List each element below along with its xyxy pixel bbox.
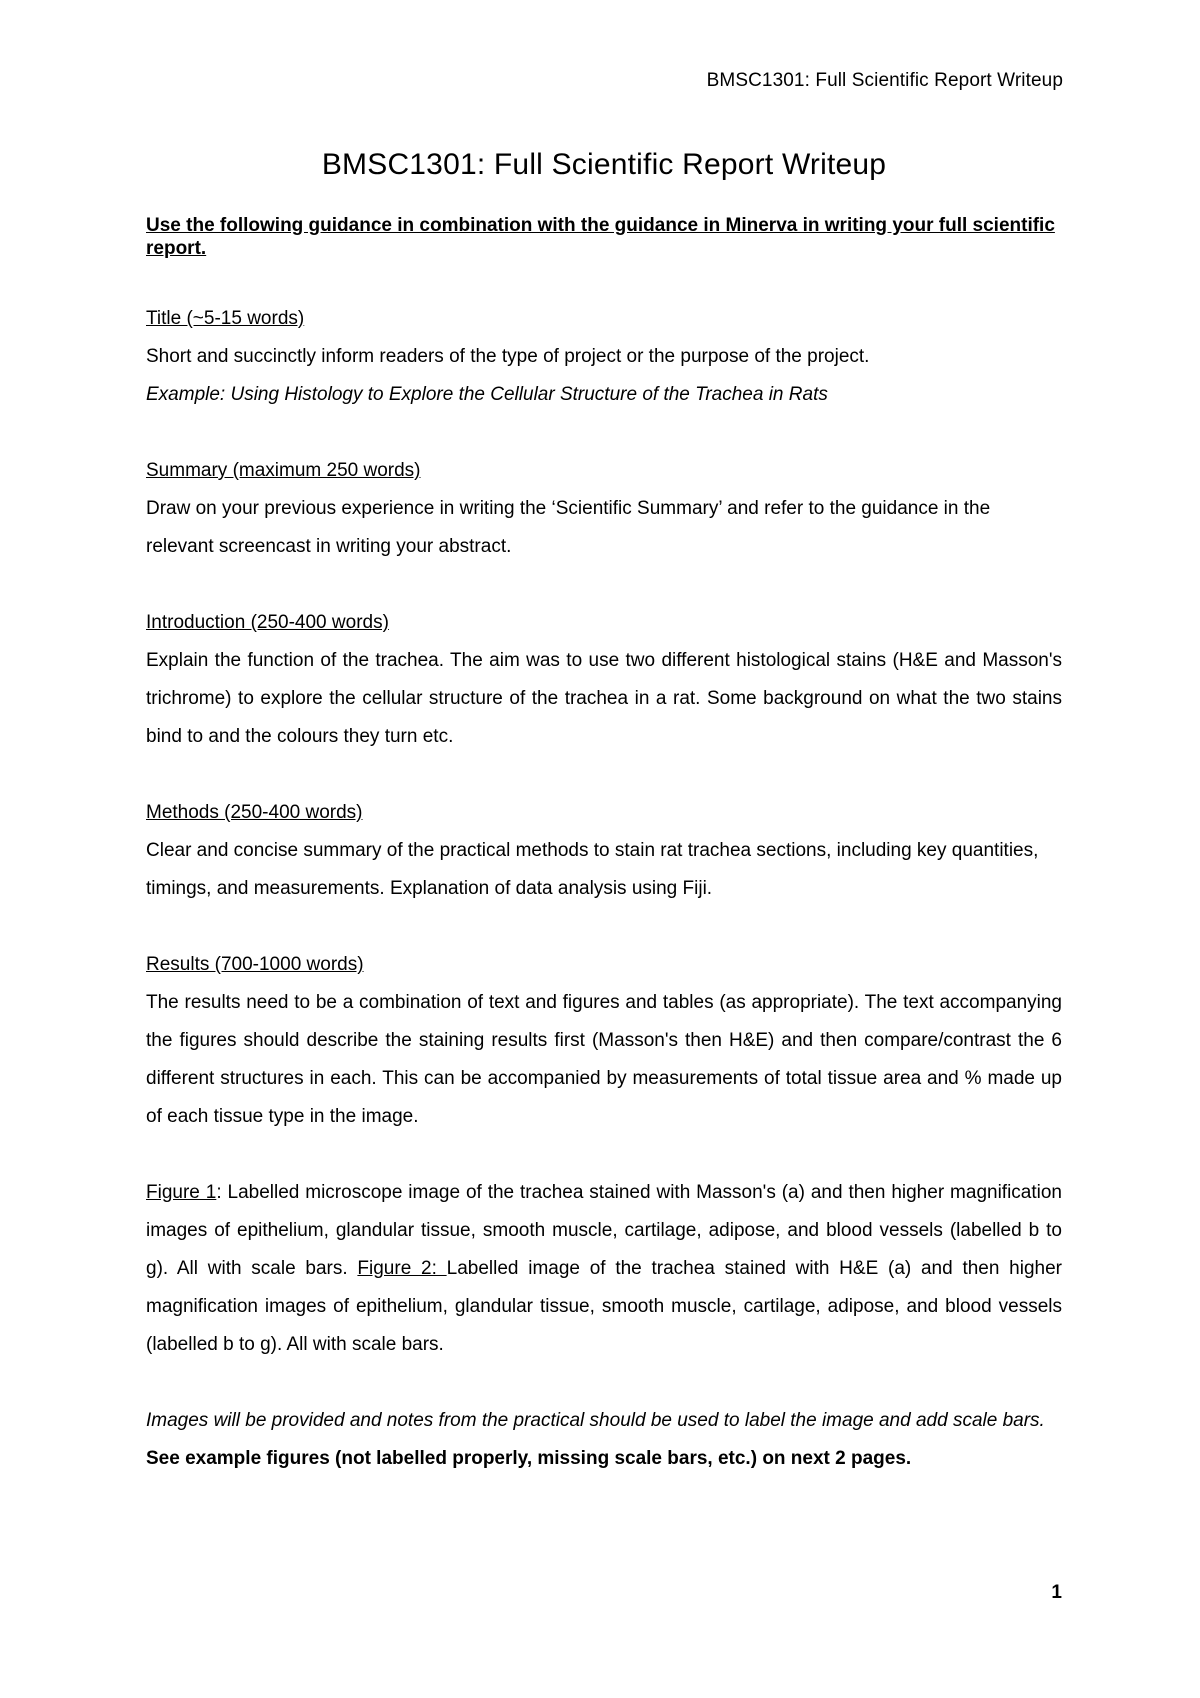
figure-1-text: Labelled microscope image of the trachea stained with Masson's (a) and then higher magnification images of epithelium, glandular tissue, smooth muscle, cartilage, adipose, and blood vessels (labelled b to g). All with scale bars.	[146, 1182, 1062, 1279]
section-heading: Summary (maximum 250 words)	[146, 460, 421, 481]
figure-1-label: Figure 1	[146, 1182, 217, 1203]
title-example: Example: Using Histology to Explore the Cellular Structure of the Trachea in Rats	[146, 384, 828, 405]
section-heading: Results (700-1000 words)	[146, 954, 364, 975]
figure-2-text: Labelled image of the trachea stained with H&E (a) and then higher magnification images of epithelium, glandular tissue, smooth muscle, cartilage, adipose, and blood vessels (labelled b to g). All with scale bars.	[146, 1258, 1062, 1355]
section-introduction	[146, 604, 1062, 756]
section-methods	[146, 794, 1062, 908]
guidance-note: Use the following guidance in combination with the guidance in Minerva in writing your full scientific report.	[146, 215, 1055, 259]
section-figures	[146, 1174, 1062, 1364]
closing-bold-text: See example figures (not labelled properly, missing scale bars, etc.) on next 2 pages.	[146, 1448, 912, 1469]
figure-2-label: Figure 2:	[357, 1258, 447, 1279]
document-title: BMSC1301: Full Scientific Report Writeup	[321, 148, 887, 181]
section-heading: Methods (250-400 words)	[146, 802, 363, 823]
figure-descriptions	[146, 1174, 1062, 1364]
section-heading: Introduction (250-400 words)	[146, 612, 389, 633]
figure-1-colon: :	[216, 1182, 222, 1203]
section-summary	[146, 452, 1062, 566]
section-body: Explain the function of the trachea. The aim was to use two different histological stains (H&E and Masson's trichrome) to explore the cellular structure of the trachea in a rat. Some background on what the two stains bind to and the colours they turn etc.	[146, 650, 1062, 747]
section-heading: Title (~5-15 words)	[146, 308, 305, 329]
section-results	[146, 946, 1062, 1136]
closing-italic-text: Images will be provided and notes from the practical should be used to label the image and add scale bars.	[146, 1410, 1045, 1431]
document-content	[146, 148, 1062, 1516]
section-body: The results need to be a combination of text and figures and tables (as appropriate). The text accompanying the figures should describe the staining results first (Masson's then H&E) and then compare/contrast the 6 different structures in each. This can be accompanied by measurements of total tissue area and % made up of each tissue type in the image.	[146, 992, 1062, 1127]
section-closing	[146, 1402, 1062, 1478]
section-body: Draw on your previous experience in writing the ‘Scientific Summary’ and refer to the guidance in the relevant screencast in writing your abstract.	[146, 498, 991, 557]
section-body: Clear and concise summary of the practical methods to stain rat trachea sections, including key quantities, timings, and measurements. Explanation of data analysis using Fiji.	[146, 840, 1039, 899]
section-body: Short and succinctly inform readers of the type of project or the purpose of the project.	[146, 346, 870, 367]
section-title	[146, 300, 1062, 414]
running-header: BMSC1301: Full Scientific Report Writeup	[706, 70, 1063, 91]
page-number: 1	[1051, 1582, 1062, 1603]
closing-note	[146, 1402, 1062, 1478]
